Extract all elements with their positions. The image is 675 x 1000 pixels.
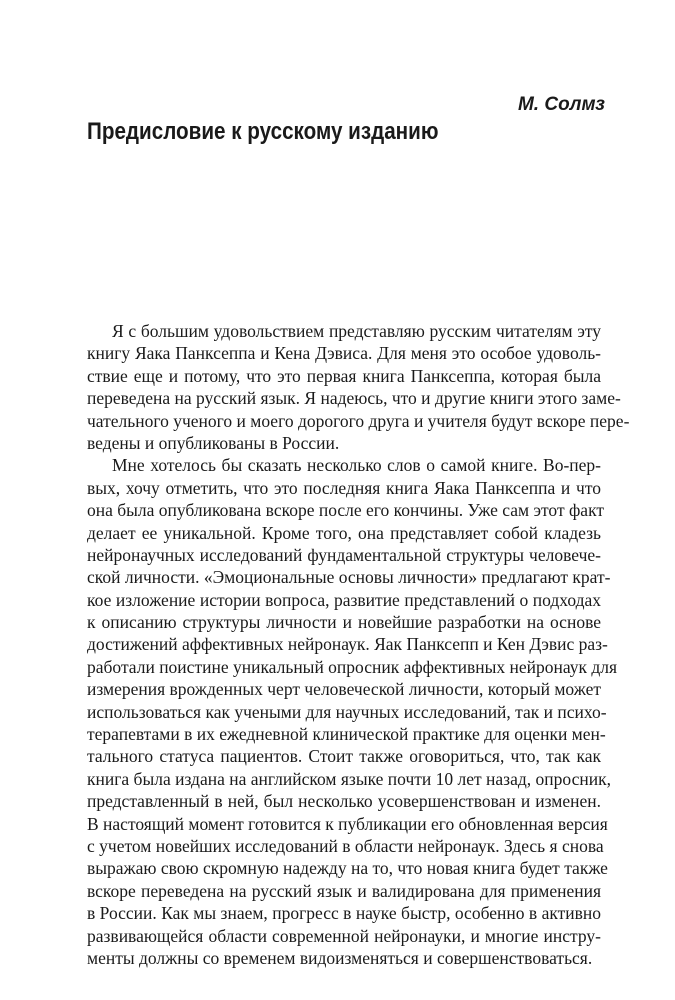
paragraph	[87, 320, 630, 454]
text-line: книга была издана на английском языке почти 10 лет назад, опросник,	[87, 768, 611, 789]
text-line: к описанию структуры личности и новейшие разработки на основе	[87, 612, 601, 633]
text-line: достижений аффективных нейронаук. Яак Панксепп и Кен Дэвис раз-	[87, 634, 608, 655]
text-line: с учетом новейших исследований в области нейронаук. Здесь я снова	[87, 835, 604, 856]
text-line: она была опубликована вскоре после его кончины. Уже сам этот факт	[87, 500, 604, 521]
text-line: вскоре переведена на русский язык и валидирована для применения	[87, 880, 601, 901]
text-line: измерения врожденных черт человеческой личности, который может	[87, 679, 601, 700]
text-line: Я с большим удовольствием представляю русским читателям эту	[112, 321, 601, 341]
paragraph	[87, 454, 618, 969]
text-line: чательного ученого и моего дорогого друга и учителя будут вскоре пере-	[87, 410, 630, 431]
text-line: кое изложение истории вопроса, развитие представлений о подходах	[87, 589, 601, 610]
body-text	[87, 320, 630, 969]
text-line: развивающейся области современной нейронауки, и многие инстру-	[87, 925, 601, 946]
text-line: тального статуса пациентов. Стоит также оговориться, что, так как	[87, 746, 601, 767]
text-line: переведена на русский язык. Я надеюсь, что и другие книги этого заме-	[87, 388, 621, 409]
text-line: ствие еще и потому, что это первая книга Панксеппа, которая была	[87, 365, 601, 386]
text-line: работали поистине уникальный опросник аффективных нейронаук для	[87, 656, 618, 677]
text-line: представленный в ней, был несколько усовершенствован и изменен.	[87, 791, 601, 812]
text-line: делает ее уникальной. Кроме того, она представляет собой кладезь	[87, 522, 601, 543]
text-line: Мне хотелось бы сказать несколько слов о самой книге. Во-пер-	[112, 455, 601, 476]
text-line: книгу Яака Панксеппа и Кена Дэвиса. Для меня это особое удоволь-	[87, 343, 601, 364]
text-line: ведены и опубликованы в России.	[87, 432, 340, 453]
chapter-title: Предисловие к русскому изданию	[87, 118, 439, 145]
author-name: М. Солмз	[517, 94, 605, 115]
text-line: вых, хочу отметить, что это последняя книга Яака Панксеппа и что	[87, 477, 601, 498]
text-line: ской личности. «Эмоциональные основы личности» предлагают крат-	[87, 567, 611, 588]
text-line: терапевтами в их ежедневной клинической практике для оценки мен-	[87, 724, 606, 745]
text-line: нейронаучных исследований фундаментальной структуры человече-	[87, 544, 601, 565]
text-line: В настоящий момент готовится к публикации его обновленная версия	[87, 813, 608, 834]
text-line: выражаю свою скромную надежду на то, что новая книга будет также	[87, 858, 608, 879]
text-line: использоваться как учеными для научных исследований, так и психо-	[87, 701, 607, 722]
text-line: в России. Как мы знаем, прогресс в науке быстр, особенно в активно	[87, 903, 601, 924]
text-line: менты должны со временем видоизменяться и совершенствоваться.	[87, 947, 593, 968]
